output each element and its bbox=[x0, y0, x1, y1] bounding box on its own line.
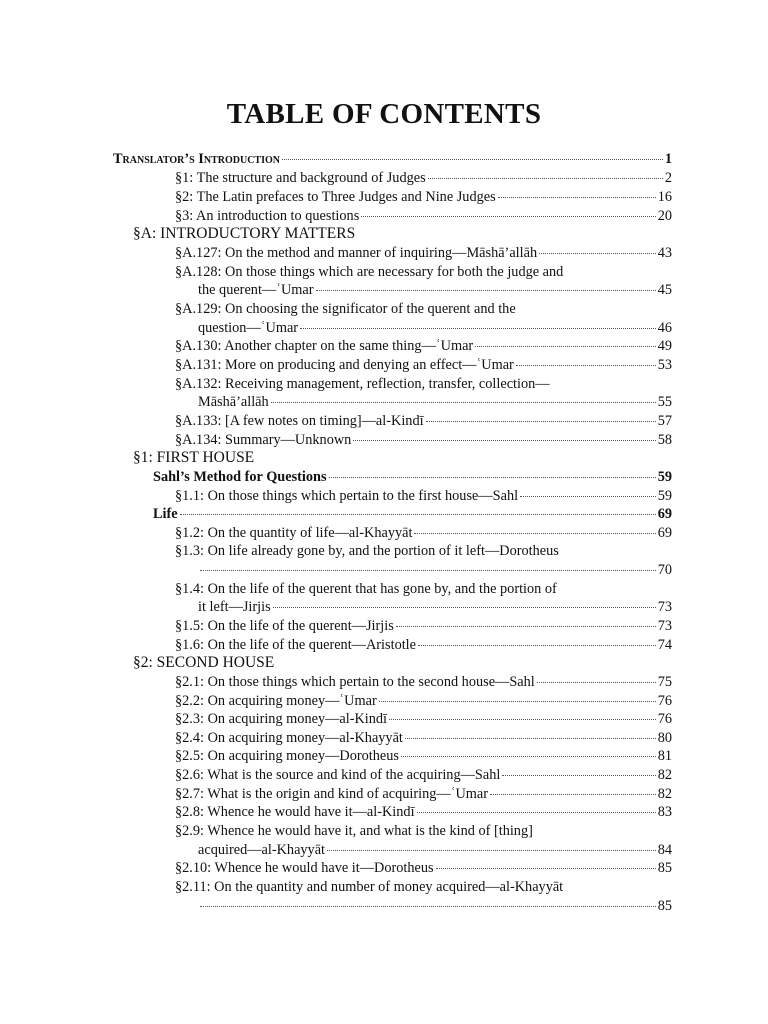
toc-entry-text: Translator’s Introduction bbox=[113, 151, 280, 167]
toc-entry-text: §2.8: Whence he would have it—al-Kindī bbox=[175, 804, 415, 820]
toc-entry-a134[interactable] bbox=[175, 431, 672, 449]
section-heading-first-house: §1: FIRST HOUSE bbox=[133, 449, 255, 466]
toc-entry-translators-introduction[interactable] bbox=[113, 150, 672, 168]
toc-entry-1-5[interactable] bbox=[175, 617, 672, 635]
toc-entry-text: §1.4: On the life of the querent that has gone by, and the portion of bbox=[175, 581, 557, 597]
toc-entry-text: §A.133: [A few notes on timing]—al-Kindī bbox=[175, 413, 424, 429]
toc-entry-page: 55 bbox=[657, 394, 672, 410]
toc-entry-1-4-line2[interactable] bbox=[198, 598, 672, 616]
toc-entry-text: §A.132: Receiving management, reflection, transfer, collection— bbox=[175, 376, 550, 392]
toc-entry-text: §A.131: More on producing and denying an effect—ʿUmar bbox=[175, 357, 514, 373]
toc-entry-text: §2.4: On acquiring money—al-Khayyāt bbox=[175, 730, 403, 746]
toc-entry-page: 46 bbox=[657, 320, 672, 336]
page-title: TABLE OF CONTENTS bbox=[226, 98, 542, 130]
toc-entry-text: §3: An introduction to questions bbox=[175, 208, 360, 224]
toc-entry-a128-line2[interactable] bbox=[198, 281, 672, 299]
toc-entry-text: §1.6: On the life of the querent—Aristotle bbox=[175, 637, 417, 653]
toc-entry-text: §A.128: On those things which are necessary for both the judge and bbox=[175, 264, 564, 280]
toc-entry-text: §2.2: On acquiring money—ʿUmar bbox=[175, 693, 377, 709]
toc-entry-2-7[interactable] bbox=[175, 785, 672, 803]
toc-entry-page: 69 bbox=[657, 506, 672, 522]
toc-entry-2-3[interactable] bbox=[175, 710, 672, 728]
toc-entry-text: the querent—ʿUmar bbox=[198, 282, 314, 298]
toc-entry-a127[interactable] bbox=[175, 244, 672, 262]
toc-entry-page: 75 bbox=[657, 674, 672, 690]
toc-entry-2-9-line1[interactable] bbox=[175, 822, 672, 840]
toc-entry-2-4[interactable] bbox=[175, 729, 672, 747]
toc-entry-a129-line2[interactable] bbox=[198, 319, 672, 337]
toc-entry-text: §2.9: Whence he would have it, and what is the kind of [thing] bbox=[175, 823, 533, 839]
toc-entry-text: Māshā’allāh bbox=[198, 394, 269, 410]
toc-entry-page: 58 bbox=[657, 432, 672, 448]
toc-entry-text: §2.1: On those things which pertain to the second house—Sahl bbox=[175, 674, 535, 690]
toc-entry-page: 85 bbox=[657, 898, 672, 914]
toc-entry-page: 49 bbox=[657, 338, 672, 354]
toc-entry-page: 73 bbox=[657, 618, 672, 634]
toc-entry-2-6[interactable] bbox=[175, 766, 672, 784]
toc-entry-text: §A.129: On choosing the significator of the querent and the bbox=[175, 301, 516, 317]
toc-entry-text: Life bbox=[153, 506, 178, 522]
toc-entry-a129-line1[interactable] bbox=[175, 300, 672, 318]
toc-entry-2-10[interactable] bbox=[175, 859, 672, 877]
toc-entry-page: 1 bbox=[664, 151, 672, 167]
toc-entry-page: 20 bbox=[657, 208, 672, 224]
toc-entry-page: 85 bbox=[657, 860, 672, 876]
toc-entry-s2[interactable] bbox=[175, 188, 672, 206]
toc-entry-page: 80 bbox=[657, 730, 672, 746]
toc-entry-page: 57 bbox=[657, 413, 672, 429]
toc-entry-text: §2: The Latin prefaces to Three Judges and Nine Judges bbox=[175, 189, 496, 205]
toc-entry-text: §2.5: On acquiring money—Dorotheus bbox=[175, 748, 399, 764]
toc-entry-page: 83 bbox=[657, 804, 672, 820]
toc-entry-text: §A.134: Summary—Unknown bbox=[175, 432, 352, 448]
toc-entry-a132-line2[interactable] bbox=[198, 393, 672, 411]
toc-entry-page: 84 bbox=[657, 842, 672, 858]
toc-entry-2-5[interactable] bbox=[175, 747, 672, 765]
toc-entry-page: 81 bbox=[657, 748, 672, 764]
toc-entry-2-8[interactable] bbox=[175, 803, 672, 821]
toc-entry-page: 76 bbox=[657, 693, 672, 709]
toc-entry-text: §A.130: Another chapter on the same thing—ʿUmar bbox=[175, 338, 474, 354]
toc-entry-page: 53 bbox=[657, 357, 672, 373]
toc-entry-1-4-line1[interactable] bbox=[175, 580, 672, 598]
toc-entry-page: 45 bbox=[657, 282, 672, 298]
toc-entry-page: 69 bbox=[657, 525, 672, 541]
toc-entry-a133[interactable] bbox=[175, 412, 672, 430]
toc-entry-text: §1.1: On those things which pertain to the first house—Sahl bbox=[175, 488, 519, 504]
toc-entry-page: 2 bbox=[664, 170, 672, 186]
toc-entry-page: 70 bbox=[657, 562, 672, 578]
toc-entry-page: 73 bbox=[657, 599, 672, 615]
toc-entry-1-2[interactable] bbox=[175, 524, 672, 542]
toc-entry-1-6[interactable] bbox=[175, 636, 672, 654]
toc-entry-text: §2.10: Whence he would have it—Dorotheus bbox=[175, 860, 434, 876]
toc-entry-1-3-line1[interactable] bbox=[175, 542, 672, 560]
toc-entry-a132-line1[interactable] bbox=[175, 375, 672, 393]
toc-entry-page: 82 bbox=[657, 786, 672, 802]
toc-entry-text: §2.6: What is the source and kind of the acquiring—Sahl bbox=[175, 767, 501, 783]
toc-entry-life[interactable] bbox=[153, 505, 672, 523]
toc-entry-1-1[interactable] bbox=[175, 487, 672, 505]
toc-entry-text: Sahl’s Method for Questions bbox=[153, 469, 327, 485]
toc-entry-page: 43 bbox=[657, 245, 672, 261]
toc-entry-text: question—ʿUmar bbox=[198, 320, 299, 336]
toc-entry-2-9-line2[interactable] bbox=[198, 841, 672, 859]
toc-entry-s3[interactable] bbox=[175, 207, 672, 225]
toc-entry-sahls-method[interactable] bbox=[153, 468, 672, 486]
toc-entry-text: §2.3: On acquiring money—al-Kindī bbox=[175, 711, 388, 727]
toc-entry-text: §2.11: On the quantity and number of money acquired—al-Khayyāt bbox=[175, 879, 564, 895]
toc-entry-1-3-line2[interactable] bbox=[198, 561, 672, 579]
toc-entry-text: it left—Jirjis bbox=[198, 599, 271, 615]
toc-entry-page: 74 bbox=[657, 637, 672, 653]
toc-entry-2-2[interactable] bbox=[175, 692, 672, 710]
section-heading-second-house: §2: SECOND HOUSE bbox=[133, 654, 275, 671]
toc-entry-2-11-line1[interactable] bbox=[175, 878, 672, 896]
toc-entry-text: §1.3: On life already gone by, and the portion of it left—Dorotheus bbox=[175, 543, 559, 559]
toc-entry-2-11-line2[interactable] bbox=[198, 897, 672, 915]
toc-entry-2-1[interactable] bbox=[175, 673, 672, 691]
toc-entry-a131[interactable] bbox=[175, 356, 672, 374]
toc-entry-page: 16 bbox=[657, 189, 672, 205]
toc-entry-s1[interactable] bbox=[175, 169, 672, 187]
toc-entry-text: §1.2: On the quantity of life—al-Khayyāt bbox=[175, 525, 413, 541]
toc-entry-page: 59 bbox=[657, 488, 672, 504]
toc-entry-text: §1.5: On the life of the querent—Jirjis bbox=[175, 618, 394, 634]
toc-entry-text: §2.7: What is the origin and kind of acquiring—ʿUmar bbox=[175, 786, 489, 802]
section-heading-introductory-matters: §A: INTRODUCTORY MATTERS bbox=[133, 225, 356, 242]
toc-entry-a130[interactable] bbox=[175, 337, 672, 355]
toc-entry-page: 59 bbox=[657, 469, 672, 485]
toc-entry-page: 82 bbox=[657, 767, 672, 783]
toc-entry-page: 76 bbox=[657, 711, 672, 727]
toc-entry-text: §A.127: On the method and manner of inquiring—Māshā’allāh bbox=[175, 245, 538, 261]
toc-entry-text: acquired—al-Khayyāt bbox=[198, 842, 326, 858]
toc-entry-text: §1: The structure and background of Judges bbox=[175, 170, 426, 186]
toc-entry-a128-line1[interactable] bbox=[175, 263, 672, 281]
